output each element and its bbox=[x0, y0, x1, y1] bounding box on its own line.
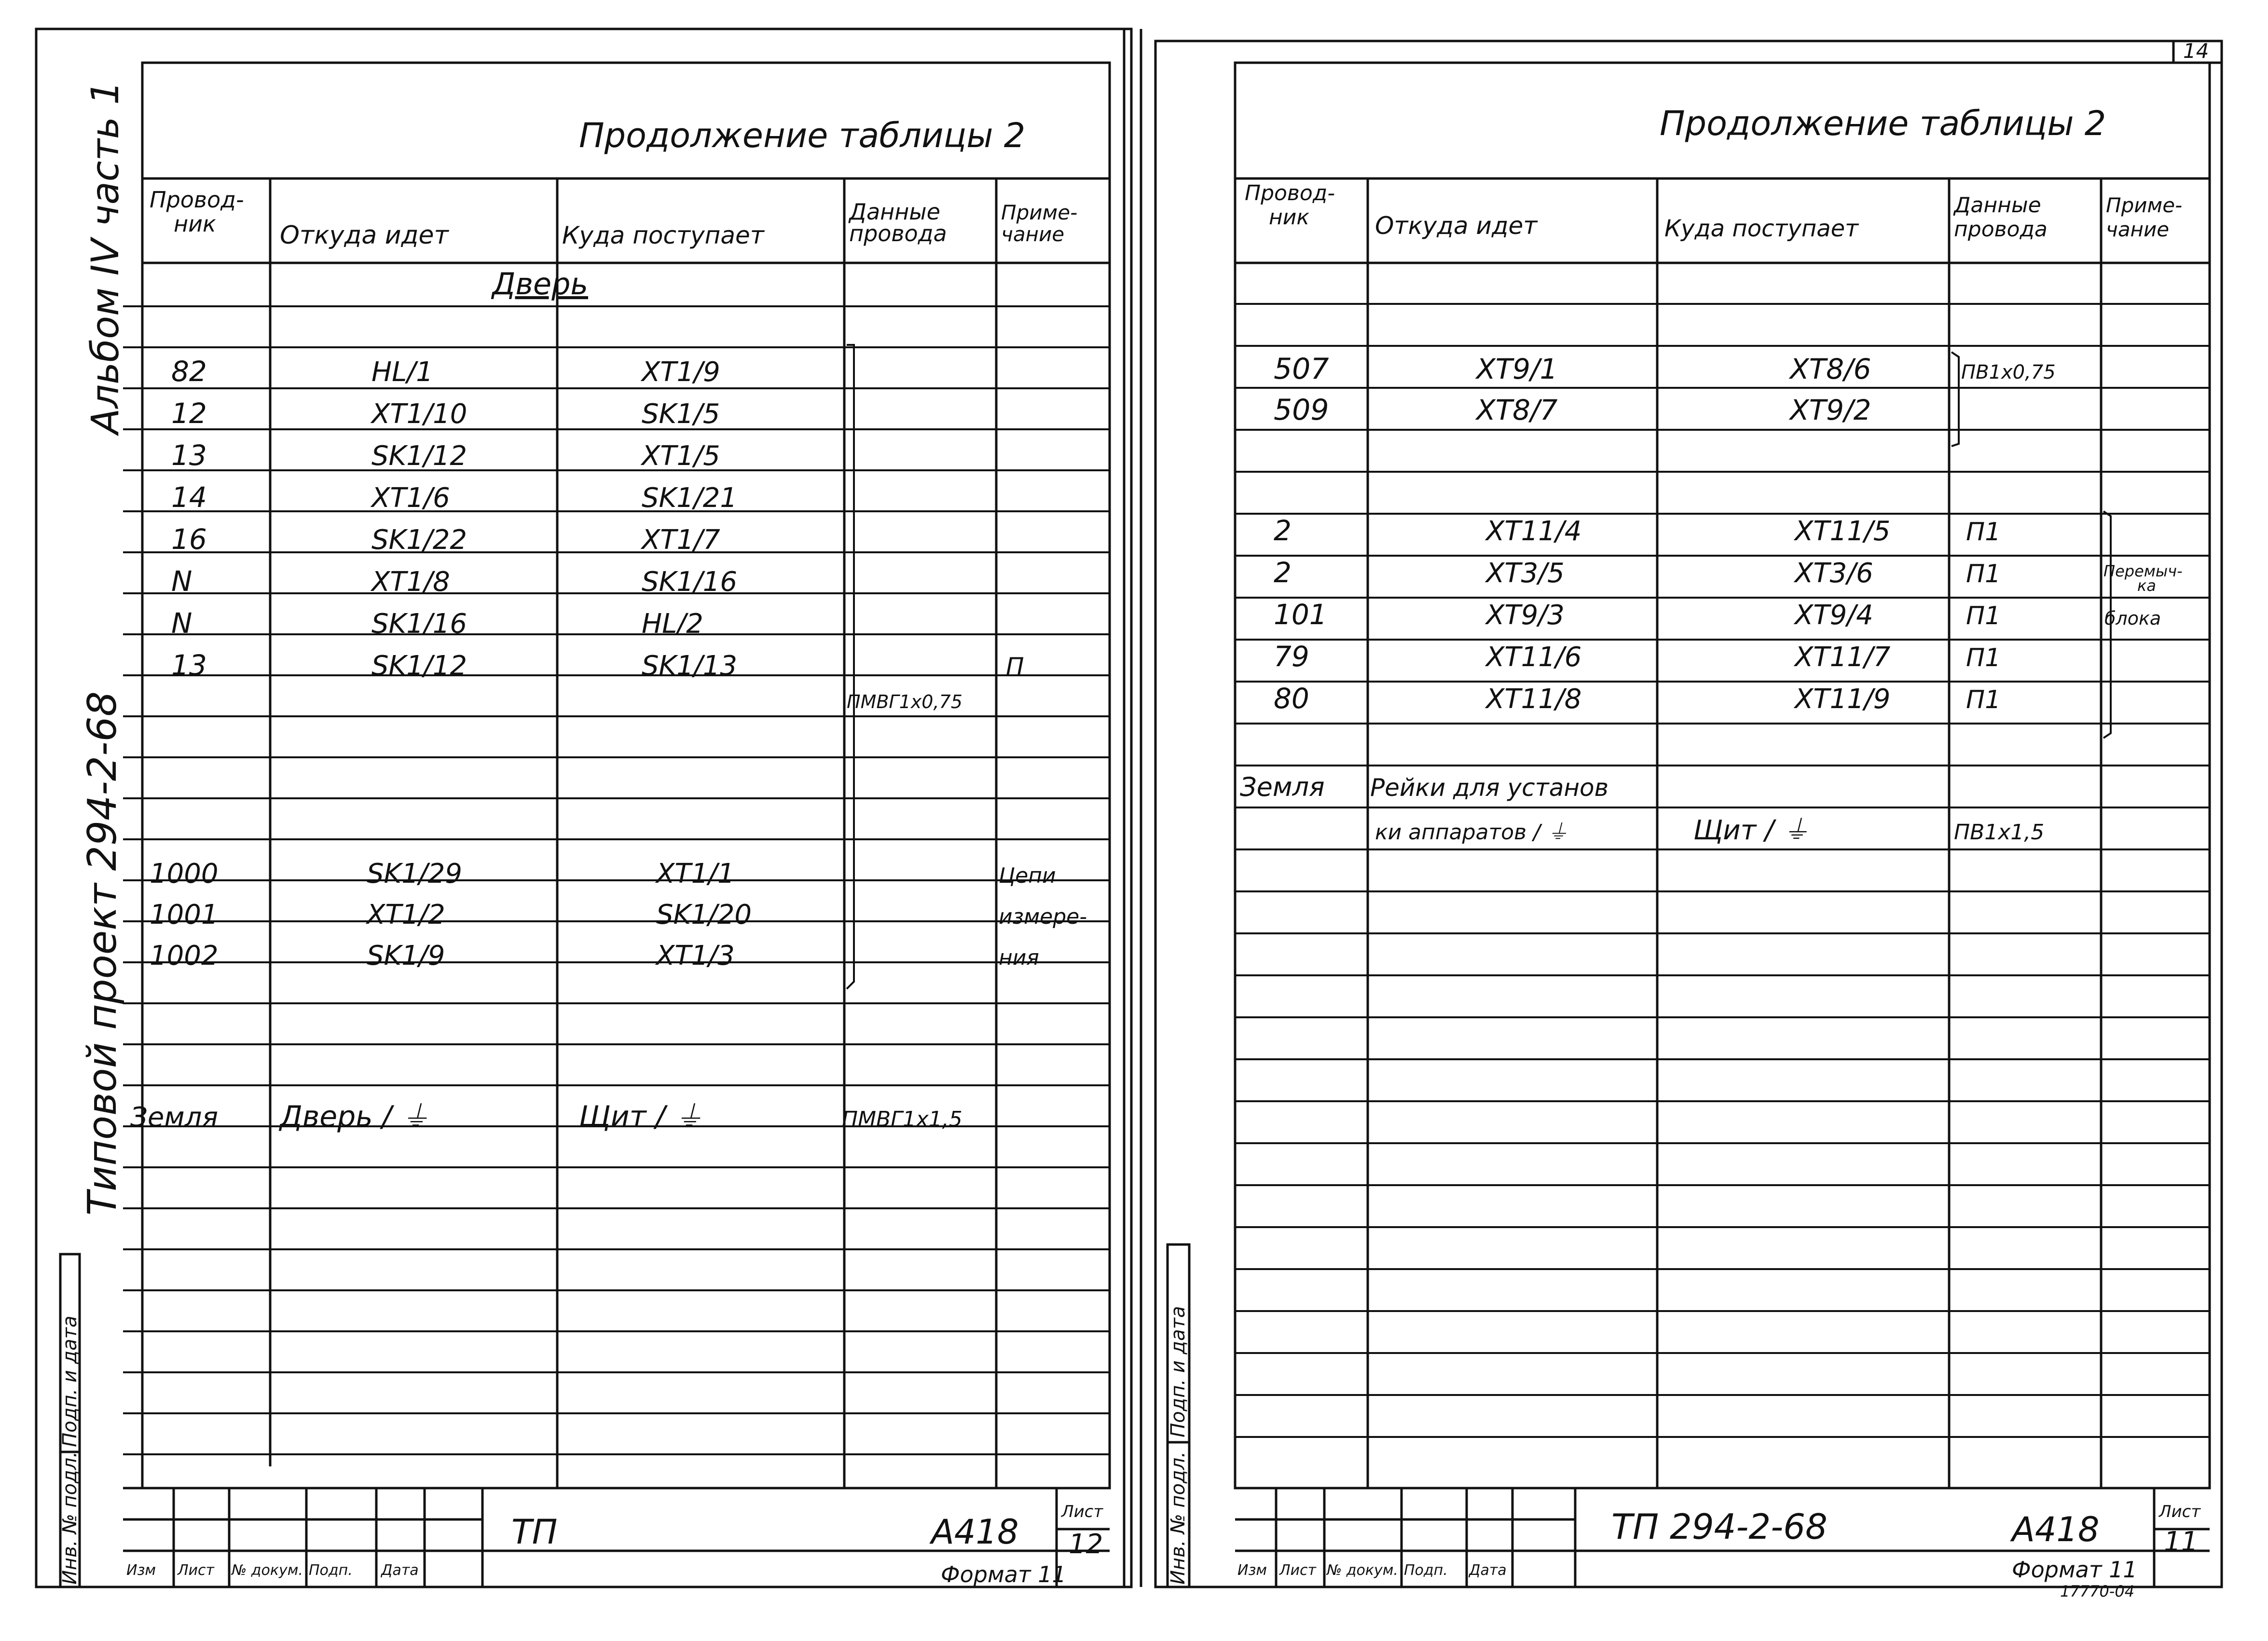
right-rows bbox=[1274, 352, 1871, 427]
table-row-wire: 13 bbox=[171, 439, 207, 472]
right-format: Формат 11 bbox=[2012, 1557, 2137, 1583]
left-header-data: Данные bbox=[849, 199, 940, 225]
right-stamp-col-doc: № докум. bbox=[1327, 1562, 1398, 1579]
right-stamp-col-date: Дата bbox=[1469, 1562, 1507, 1579]
table-row-from: XT3/5 bbox=[1486, 558, 1565, 589]
table-row-from: XT1/10 bbox=[371, 398, 467, 430]
table-row-note: Цепи bbox=[999, 863, 1056, 888]
left-header-note: Приме- bbox=[1001, 201, 1078, 224]
table-row-from: XT8/7 bbox=[1476, 394, 1558, 426]
table-row-from: HL/1 bbox=[371, 356, 433, 388]
right-extra-code: 17770-04 bbox=[2060, 1582, 2135, 1600]
album-label: Альбом IV часть 1 bbox=[84, 81, 127, 434]
left-stamp-col-izm: Изм bbox=[126, 1562, 156, 1579]
svg-text:чание: чание bbox=[1001, 222, 1065, 246]
right-stamp-sheet: 11 bbox=[2164, 1526, 2199, 1558]
table-row-to: XT11/9 bbox=[1795, 684, 1891, 715]
left-stamp-doc: А418 bbox=[931, 1512, 1019, 1552]
table-row-note: ния bbox=[999, 945, 1039, 970]
right-note-jumper-1: Перемыч- bbox=[2103, 562, 2183, 580]
table-row-note: измере- bbox=[999, 904, 1087, 929]
right-table-title: Продолжение таблицы 2 bbox=[1660, 104, 2106, 143]
right-ground-from-1: Рейки для установ bbox=[1370, 774, 1609, 802]
right-frame bbox=[1155, 41, 2222, 1587]
table-row-data: П1 bbox=[1966, 518, 2001, 547]
table-row-from: SK1/22 bbox=[371, 524, 467, 556]
table-row-to: SK1/5 bbox=[642, 398, 720, 430]
table-row-data: П1 bbox=[1966, 602, 2001, 630]
left-header-to: Куда поступает bbox=[562, 221, 764, 249]
table-row-from: SK1/16 bbox=[371, 608, 467, 640]
right-ground-data: ПВ1х1,5 bbox=[1954, 820, 2045, 845]
right-ground-wire: Земля bbox=[1240, 772, 1325, 802]
right-ground-from-2: ки аппаратов / ⏚ bbox=[1375, 820, 1568, 845]
right-header-to: Куда поступает bbox=[1664, 215, 1859, 242]
right-header-note: Приме- bbox=[2106, 193, 2183, 217]
table-row-from: XT9/1 bbox=[1476, 353, 1558, 385]
left-stamp-sheet: 12 bbox=[1069, 1529, 1103, 1560]
table-row-from: XT11/4 bbox=[1486, 516, 1582, 547]
svg-text:ник: ник bbox=[174, 211, 216, 237]
right-stamp-sheet-label: Лист bbox=[2159, 1502, 2201, 1521]
table-row-from: XT1/8 bbox=[371, 566, 450, 598]
right-stamp-col-list: Лист bbox=[1279, 1562, 1317, 1579]
table-row-wire: 2 bbox=[1274, 556, 1292, 589]
table-row-to: XT11/5 bbox=[1795, 516, 1891, 547]
right-rows-jumpers bbox=[1274, 514, 2001, 715]
table-row-wire: 1002 bbox=[150, 940, 219, 971]
table-row-to: XT1/5 bbox=[642, 440, 720, 472]
table-row-to: SK1/16 bbox=[642, 566, 738, 598]
table-row-wire: 507 bbox=[1274, 352, 1329, 386]
project-label: Типовой проект 294-2-68 bbox=[80, 691, 125, 1216]
table-row-wire: 14 bbox=[171, 481, 207, 514]
left-wire-data-1: ПМВГ1х0,75 bbox=[847, 691, 962, 712]
table-row-to: XT9/2 bbox=[1790, 394, 1871, 426]
table-row-to: XT3/6 bbox=[1795, 558, 1873, 589]
right-header-from: Откуда идет bbox=[1375, 212, 1538, 240]
sign-field-label-right: Подп. и дата bbox=[1167, 1306, 1189, 1437]
left-header-from: Откуда идет bbox=[280, 221, 449, 250]
table-row-wire: 1001 bbox=[150, 899, 219, 930]
left-ground-from: Дверь / ⏚ bbox=[280, 1100, 430, 1134]
left-table bbox=[142, 63, 1110, 1488]
table-row-from: XT1/6 bbox=[371, 482, 450, 514]
table-row-to: HL/2 bbox=[642, 608, 703, 640]
inv-field-label-right: Инв. № подл. bbox=[1167, 1451, 1189, 1585]
left-table-title: Продолжение таблицы 2 bbox=[579, 116, 1026, 155]
right-stamp-col-izm: Изм bbox=[1237, 1562, 1267, 1579]
table-row-to: XT9/4 bbox=[1795, 600, 1873, 631]
left-ground-data: ПМВГ1х1,5 bbox=[842, 1107, 962, 1132]
table-row-wire: 16 bbox=[171, 523, 207, 556]
svg-text:чание: чание bbox=[2106, 218, 2170, 241]
table-row-wire: N bbox=[171, 565, 192, 598]
table-row-data: П1 bbox=[1966, 685, 2001, 714]
left-stamp-col-doc: № докум. bbox=[232, 1562, 303, 1579]
table-row-data: П1 bbox=[1966, 560, 2001, 588]
right-note-jumper-2: ка bbox=[2137, 576, 2156, 595]
right-header-wire: Провод- bbox=[1245, 181, 1335, 205]
table-row-wire: 1000 bbox=[150, 858, 219, 889]
table-row-wire: 13 bbox=[171, 649, 207, 682]
table-row-wire: N bbox=[171, 607, 192, 640]
table-row-to: XT1/3 bbox=[656, 940, 735, 971]
left-rows-measure bbox=[150, 858, 1087, 971]
right-stamp-doc: А418 bbox=[2012, 1510, 2100, 1549]
table-row-from: XT9/3 bbox=[1486, 600, 1565, 631]
right-wire-data-1: ПВ1х0,75 bbox=[1961, 361, 2056, 383]
inv-field-label-left: Инв. № подл. bbox=[59, 1451, 81, 1585]
table-row-to: XT1/7 bbox=[642, 524, 720, 556]
left-format: Формат 11 bbox=[941, 1561, 1066, 1587]
left-ground-wire: Земля bbox=[130, 1102, 219, 1133]
left-stamp-col-list: Лист bbox=[178, 1562, 215, 1579]
table-row-wire: 12 bbox=[171, 397, 207, 430]
svg-text:ник: ник bbox=[1269, 205, 1309, 230]
table-row-to: SK1/20 bbox=[656, 899, 752, 930]
table-row-note: П bbox=[1006, 653, 1024, 681]
svg-text:провода: провода bbox=[1954, 217, 2048, 242]
table-row-wire: 101 bbox=[1274, 598, 1327, 631]
table-row-from: XT11/6 bbox=[1486, 642, 1582, 673]
table-row-from: XT11/8 bbox=[1486, 684, 1582, 715]
table-row-to: XT1/1 bbox=[656, 858, 735, 889]
left-header-wire: Провод- bbox=[150, 187, 244, 213]
table-row-from: SK1/29 bbox=[367, 858, 463, 889]
table-row-wire: 82 bbox=[171, 355, 207, 388]
table-row-from: SK1/12 bbox=[371, 440, 467, 472]
table-row-wire: 509 bbox=[1274, 393, 1329, 427]
left-stamp-col-date: Дата bbox=[381, 1562, 419, 1579]
left-stamp-sheet-label: Лист bbox=[1061, 1502, 1103, 1521]
table-row-wire: 80 bbox=[1274, 682, 1309, 715]
table-row-to: XT11/7 bbox=[1795, 642, 1891, 673]
sign-field-label-left: Подп. и дата bbox=[59, 1315, 81, 1447]
right-stamp-col-sign: Подп. bbox=[1404, 1562, 1448, 1579]
right-ground-to: Щит / ⏚ bbox=[1693, 815, 1810, 846]
left-stamp-col-sign: Подп. bbox=[309, 1562, 353, 1579]
table-row-to: XT8/6 bbox=[1790, 353, 1871, 385]
left-ground-to: Щит / ⏚ bbox=[579, 1100, 703, 1134]
table-row-wire: 2 bbox=[1274, 514, 1292, 547]
right-note-jumper-3: блока bbox=[2104, 608, 2161, 629]
table-row-from: XT1/2 bbox=[367, 899, 445, 930]
table-row-data: П1 bbox=[1966, 643, 2001, 672]
table-row-from: SK1/12 bbox=[371, 650, 467, 682]
table-row-to: XT1/9 bbox=[642, 356, 720, 388]
table-row-from: SK1/9 bbox=[367, 940, 445, 971]
right-stamp-code: ТП 294-2-68 bbox=[1611, 1506, 1828, 1547]
table-row-to: SK1/21 bbox=[642, 482, 738, 514]
left-section-door: Дверь bbox=[492, 266, 589, 301]
right-page-number: 14 bbox=[2183, 39, 2209, 63]
left-stamp-code: ТП bbox=[511, 1512, 558, 1552]
svg-text:провода: провода bbox=[849, 220, 947, 246]
left-rows bbox=[171, 355, 1024, 682]
right-header-data: Данные bbox=[1954, 193, 2041, 218]
table-row-to: SK1/13 bbox=[642, 650, 738, 682]
table-row-wire: 79 bbox=[1274, 640, 1309, 673]
